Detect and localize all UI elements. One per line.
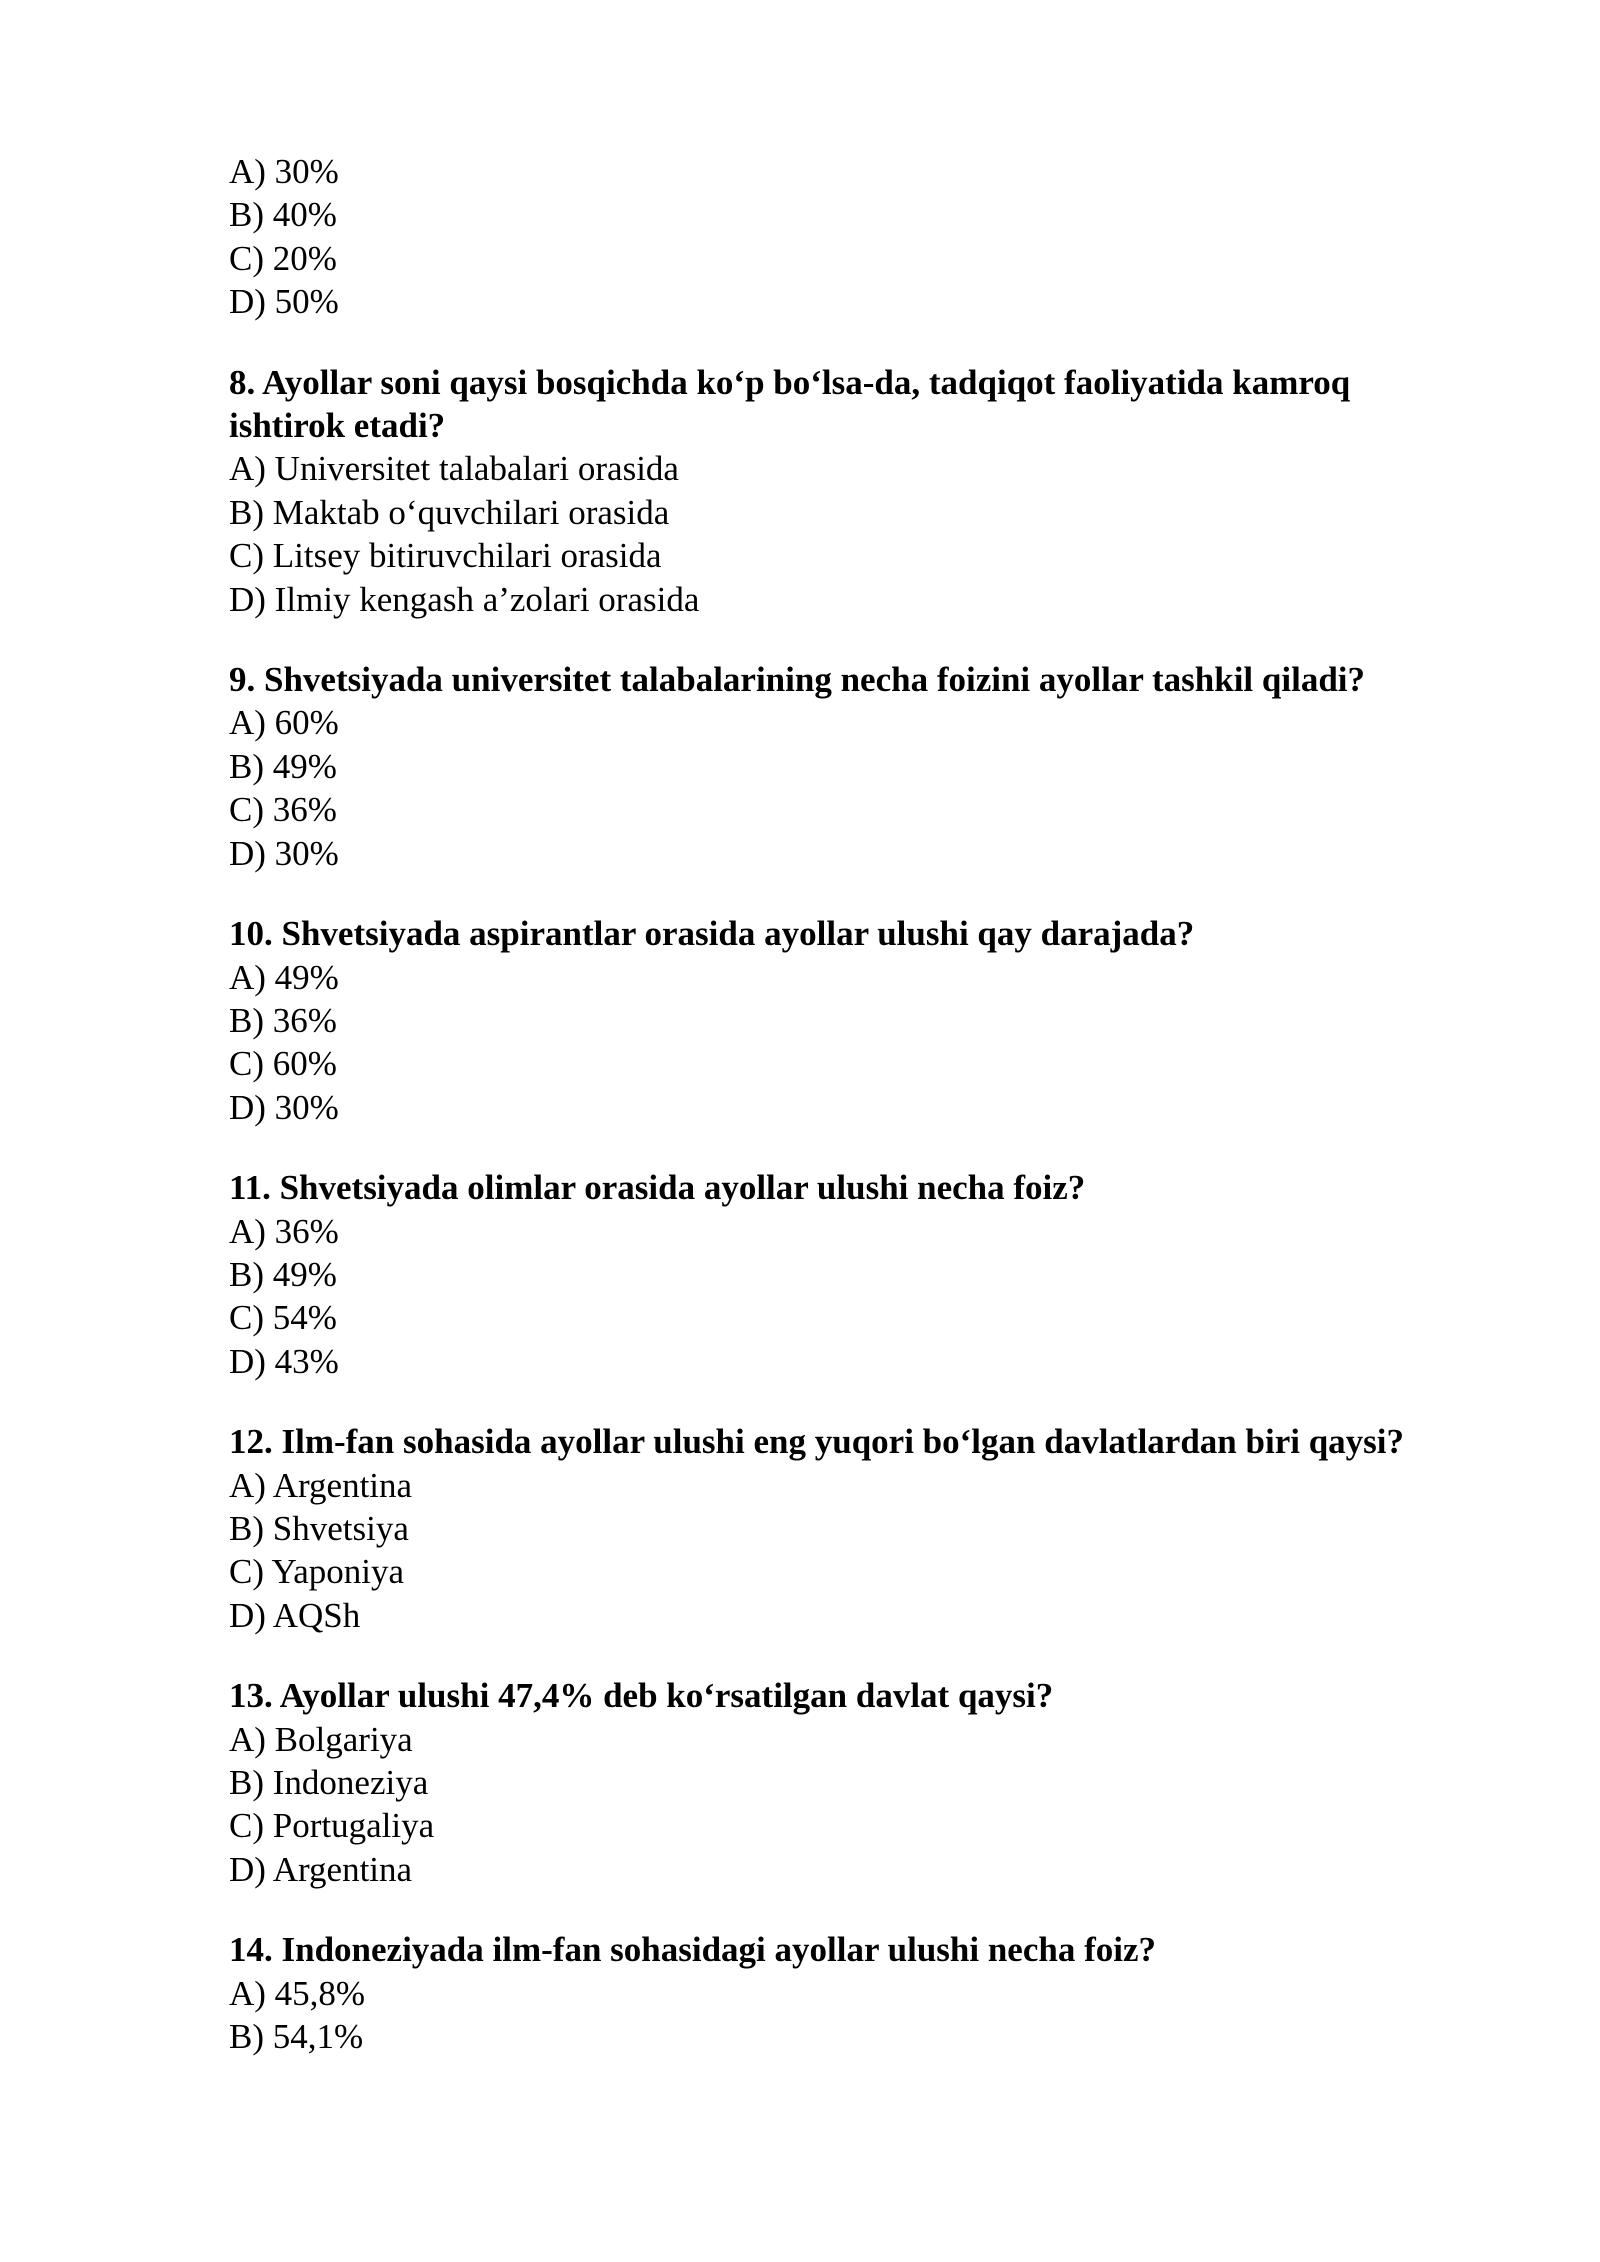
option-a: A) 60% (229, 703, 339, 743)
question-13 (229, 1674, 1469, 1891)
question-text: 11. Shvetsiyada olimlar orasida ayollar ulushi necha foiz? (229, 1168, 1086, 1208)
option-d: D) 30% (229, 1087, 339, 1127)
question-8 (229, 361, 1469, 621)
question-text: 10. Shvetsiyada aspirantlar orasida ayollar ulushi qay darajada? (229, 914, 1195, 954)
option-c: C) 20% (229, 238, 337, 278)
option-d: D) 30% (229, 833, 339, 873)
option-a: A) 45,8% (229, 1973, 366, 2013)
option-b: B) 49% (229, 1254, 337, 1294)
option-d: D) Ilmiy kengash a’zolari orasida (229, 579, 700, 619)
option-b: B) Maktab o‘quvchilari orasida (229, 492, 670, 532)
option-b: B) 54,1% (229, 2017, 364, 2057)
question-text: 8. Ayollar soni qaysi bosqichda ko‘p bo‘lsa-da, tadqiqot faoliyatida kamroq ishtirok etadi? (229, 362, 1351, 446)
question-text: 12. Ilm-fan sohasida ayollar ulushi eng yuqori bo‘lgan davlatlardan biri qaysi? (229, 1422, 1405, 1462)
question-10 (229, 912, 1469, 1129)
option-b: B) 49% (229, 746, 337, 786)
option-c: C) Yaponiya (229, 1552, 405, 1592)
option-c: C) 54% (229, 1298, 337, 1338)
option-d: D) Argentina (229, 1849, 413, 1889)
option-a: A) 49% (229, 957, 339, 997)
option-b: B) Indoneziya (229, 1763, 429, 1802)
option-a: A) 30% (229, 152, 339, 191)
option-b: B) 36% (229, 1000, 337, 1040)
option-c: C) Portugaliya (229, 1806, 435, 1846)
question-text: 9. Shvetsiyada universitet talabalarining necha foizini ayollar tashkil qiladi? (229, 660, 1366, 700)
option-b: B) Shvetsiya (229, 1508, 409, 1548)
previous-question-options (229, 150, 1469, 324)
option-d: D) 50% (229, 282, 339, 322)
question-11 (229, 1166, 1469, 1383)
option-d: D) 43% (229, 1341, 339, 1381)
option-b: B) 40% (229, 195, 337, 235)
question-text: 13. Ayollar ulushi 47,4% deb ko‘rsatilgan davlat qaysi? (229, 1676, 1054, 1716)
option-a: A) Bolgariya (229, 1719, 413, 1759)
question-9 (229, 658, 1469, 875)
option-a: A) 36% (229, 1211, 339, 1251)
option-c: C) Litsey bitiruvchilari orasida (229, 536, 662, 576)
question-14 (229, 1928, 1469, 2058)
option-c: C) 60% (229, 1044, 337, 1084)
question-text: 14. Indoneziyada ilm-fan sohasidagi ayollar ulushi necha foiz? (229, 1930, 1157, 1970)
option-c: C) 36% (229, 790, 337, 830)
option-a: A) Universitet talabalari orasida (229, 449, 679, 489)
question-12 (229, 1420, 1469, 1637)
option-d: D) AQSh (229, 1595, 361, 1635)
option-a: A) Argentina (229, 1465, 413, 1505)
document-content (229, 150, 1469, 2058)
